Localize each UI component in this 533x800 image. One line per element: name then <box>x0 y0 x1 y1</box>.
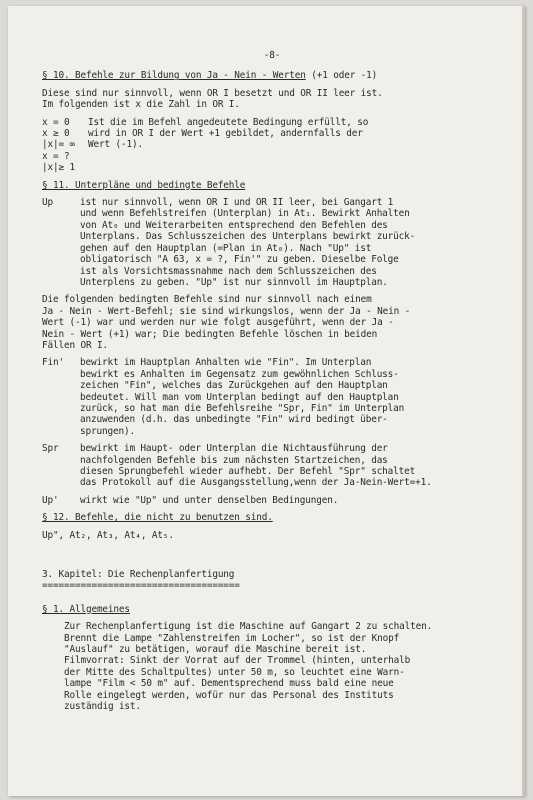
chapter-3 <box>42 569 502 592</box>
section-1-text: Zur Rechenplanfertigung ist die Maschine auf Gangart 2 zu schalten. Brennt die Lampe "Zahlenstreifen im Locher", so ist der Knopf "Auslauf" zu betätigen, worauf die Maschine bereit ist. Filmvorrat: Sinkt der Vorrat auf der Trommel (hinten, unterhalb der Mitte des Schaltpultes) unter 50 m, so leuchtet eine Warn- lampe "Film < 50 m" auf. Dementsprechend muss bald eine neue Rolle eingelegt werden, wofür nur das Personal des Instituts zuständig ist. <box>64 621 433 713</box>
section-10-heading-line <box>42 70 502 81</box>
section-12 <box>42 512 502 541</box>
section-11 <box>42 180 502 507</box>
command-term: Spr <box>42 443 59 455</box>
condition-description: Ist die im Befehl angedeutete Bedingung erfüllt, so wird in OR I der Wert +1 gebildet, andernfalls der Wert (-1). <box>88 116 369 151</box>
condition-item: |x|≥ 1 <box>42 162 75 174</box>
section-10-heading-suffix: (+1 oder -1) <box>305 70 378 82</box>
command-term: Fin' <box>42 357 64 369</box>
section-11-heading: § 11. Unterpläne und bedingte Befehle <box>42 179 246 191</box>
section-10-heading: § 10. Befehle zur Bildung von Ja - Nein - Werten <box>42 70 306 82</box>
section-12-heading: § 12. Befehle, die nicht zu benutzen sind. <box>42 512 273 524</box>
conditional-commands-intro: Die folgenden bedingten Befehle sind nur sinnvoll nach einem Ja - Nein - Wert-Befehl; sie sind wirkungslos, wenn der Ja - Nein - Wert (-1) war und werden nur wie folgt ausgeführt, wenn der Ja - Nein - Wert (+1) war; Die bedingten Befehle löschen in beiden Fällen OR I. <box>42 294 411 351</box>
section-1-heading: § 1. Allgemeines <box>42 603 130 615</box>
chapter-3-rule: ==================================== <box>42 580 240 592</box>
page-number: -8- <box>263 50 281 61</box>
command-up-prime <box>42 495 502 506</box>
command-description: bewirkt im Haupt- oder Unterplan die Nichtausführung der nachfolgenden Befehle bis zum nächsten Startzeichen, das diesen Sprungbefehl wieder aufhebt. Der Befehl "Spr" schaltet das Protokoll auf die Ausgangsstellung,wenn der Ja-Nein-Wert=+1. <box>80 443 432 489</box>
condition-list <box>42 117 88 174</box>
command-spr <box>42 443 502 489</box>
command-fin <box>42 357 502 437</box>
page-content <box>42 50 502 719</box>
chapter-3-heading: 3. Kapitel: Die Rechenplanfertigung <box>42 569 235 581</box>
condition-item: |x|= ∞ <box>42 139 75 151</box>
command-up <box>42 197 502 288</box>
command-description: wirkt wie "Up" und unter denselben Bedingungen. <box>80 494 339 506</box>
section-12-list: Up", At₂, At₃, At₄, At₅. <box>42 529 174 541</box>
section-10 <box>42 70 502 173</box>
command-term: Up <box>42 197 53 209</box>
command-description: bewirkt im Hauptplan Anhalten wie "Fin". Im Unterplan bewirkt es Anhalten im Gegensatz zum gewöhnlichen Schluss- zeichen "Fin", welches das Zurückgehen auf den Hauptplan bedeutet. Will man vom Unterplan bedingt auf den Hauptplan zurück, so hat man die Befehlsreihe "Spr, Fin" im Unterplan anzuwenden (d.h. das unbedingte "Fin" wird bedingt über- sprungen). <box>80 357 405 437</box>
section-1 <box>42 604 502 713</box>
condition-block <box>42 117 502 174</box>
spacer <box>42 547 502 569</box>
command-term: Up' <box>42 494 59 506</box>
condition-item: x = ? <box>42 150 70 162</box>
condition-item: x = 0 <box>42 116 70 128</box>
condition-item: x ≥ 0 <box>42 128 70 140</box>
command-description: ist nur sinnvoll, wenn OR I und OR II leer, bei Gangart 1 und wenn Befehlstreifen (Unterplan) in At₁. Bewirkt Anhalten von At₀ und Weiterarbeiten entsprechend den Befehlen des Unterplans. Das Schlusszeichen des Unterplans bewirkt zurück- gehen auf den Hauptplan (=Plan in At₀). Nach "Up" ist obligatorisch "A 63, x = ?, Fin'" zu geben. Dieselbe Folge ist als Vorsichtsmassnahme nach dem Schlusszeichen des Unterplens zu geben. "Up" ist nur sinnvoll im Hauptplan. <box>80 197 416 288</box>
document-page <box>8 6 525 796</box>
section-10-intro: Diese sind nur sinnvoll, wenn OR I besetzt und OR II leer ist. Im folgenden ist x die Zahl in OR I. <box>42 87 383 111</box>
